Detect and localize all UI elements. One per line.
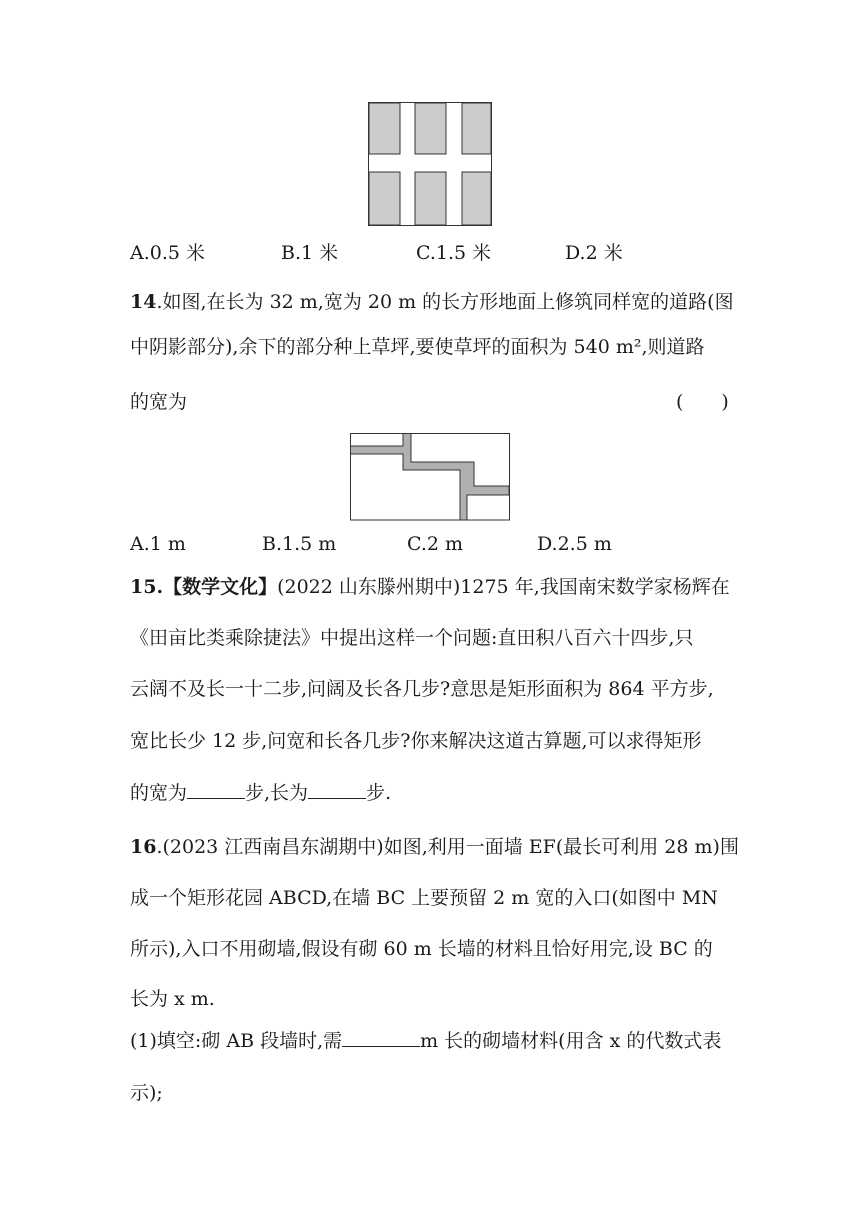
q13-option-c: C.1.5 米 bbox=[416, 242, 492, 264]
q16-line-4: 长为 x m. bbox=[130, 988, 215, 1010]
q15-number: 15 bbox=[130, 576, 157, 598]
q15-line-5: 的宽为 步,长为 步. bbox=[130, 782, 392, 804]
answer-blank[interactable] bbox=[342, 1045, 420, 1047]
road bbox=[350, 433, 509, 520]
q13-figure bbox=[368, 102, 492, 226]
q15-line-4: 宽比长少 12 步,问宽和长各几步?你来解决这道古算题,可以求得矩形 bbox=[130, 730, 702, 752]
q16-sub1-line-2: 示); bbox=[130, 1082, 163, 1104]
answer-blank[interactable] bbox=[187, 797, 245, 799]
q14-option-d: D.2.5 m bbox=[537, 533, 612, 555]
q14-line-2: 中阴影部分),余下的部分种上草坪,要使草坪的面积为 540 m²,则道路 bbox=[130, 336, 705, 358]
lawn-plot bbox=[369, 172, 400, 225]
q14-option-c: C.2 m bbox=[407, 533, 464, 555]
answer-blank[interactable] bbox=[308, 797, 366, 799]
q16-number: 16 bbox=[130, 836, 157, 858]
q16-sub1-line-1: (1)填空:砌 AB 段墙时,需 m 长的砌墙材料(用含 x 的代数式表 bbox=[130, 1030, 722, 1052]
q13-option-a: A.0.5 米 bbox=[130, 242, 206, 264]
lawn-plot bbox=[415, 172, 446, 225]
q15-line-2: 《田亩比类乘除捷法》中提出这样一个问题:直田积八百六十四步,只 bbox=[130, 627, 694, 649]
lawn-plot bbox=[462, 103, 491, 154]
q15-line-1: 15.【数学文化】(2022 山东滕州期中)1275 年,我国南宋数学家杨辉在 bbox=[130, 576, 730, 598]
q16-line-1: 16.(2023 江西南昌东湖期中)如图,利用一面墙 EF(最长可利用 28 m)围 bbox=[130, 836, 739, 858]
q13-option-b: B.1 米 bbox=[281, 242, 339, 264]
lawn-plot bbox=[462, 172, 491, 225]
q14-option-a: A.1 m bbox=[130, 533, 186, 555]
q14-line-3: 的宽为 bbox=[130, 391, 188, 413]
q14-line-1: 14.如图,在长为 32 m,宽为 20 m 的长方形地面上修筑同样宽的道路(图 bbox=[130, 291, 734, 313]
lawn-plot bbox=[369, 103, 400, 154]
q15-line-3: 云阔不及长一十二步,问阔及长各几步?意思是矩形面积为 864 平方步, bbox=[130, 678, 714, 700]
q16-line-2: 成一个矩形花园 ABCD,在墙 BC 上要预留 2 m 宽的入口(如图中 MN bbox=[130, 887, 718, 909]
lawn-plot bbox=[415, 103, 446, 154]
q13-option-d: D.2 米 bbox=[565, 242, 623, 264]
q14-figure bbox=[350, 433, 510, 521]
q14-answer-paren: ( ) bbox=[676, 391, 729, 413]
q15-tag: .【数学文化】 bbox=[156, 576, 278, 598]
q14-number: 14 bbox=[130, 291, 157, 313]
q16-line-3: 所示),入口不用砌墙,假设有砌 60 m 长墙的材料且恰好用完,设 BC 的 bbox=[130, 938, 713, 960]
q14-option-b: B.1.5 m bbox=[262, 533, 337, 555]
